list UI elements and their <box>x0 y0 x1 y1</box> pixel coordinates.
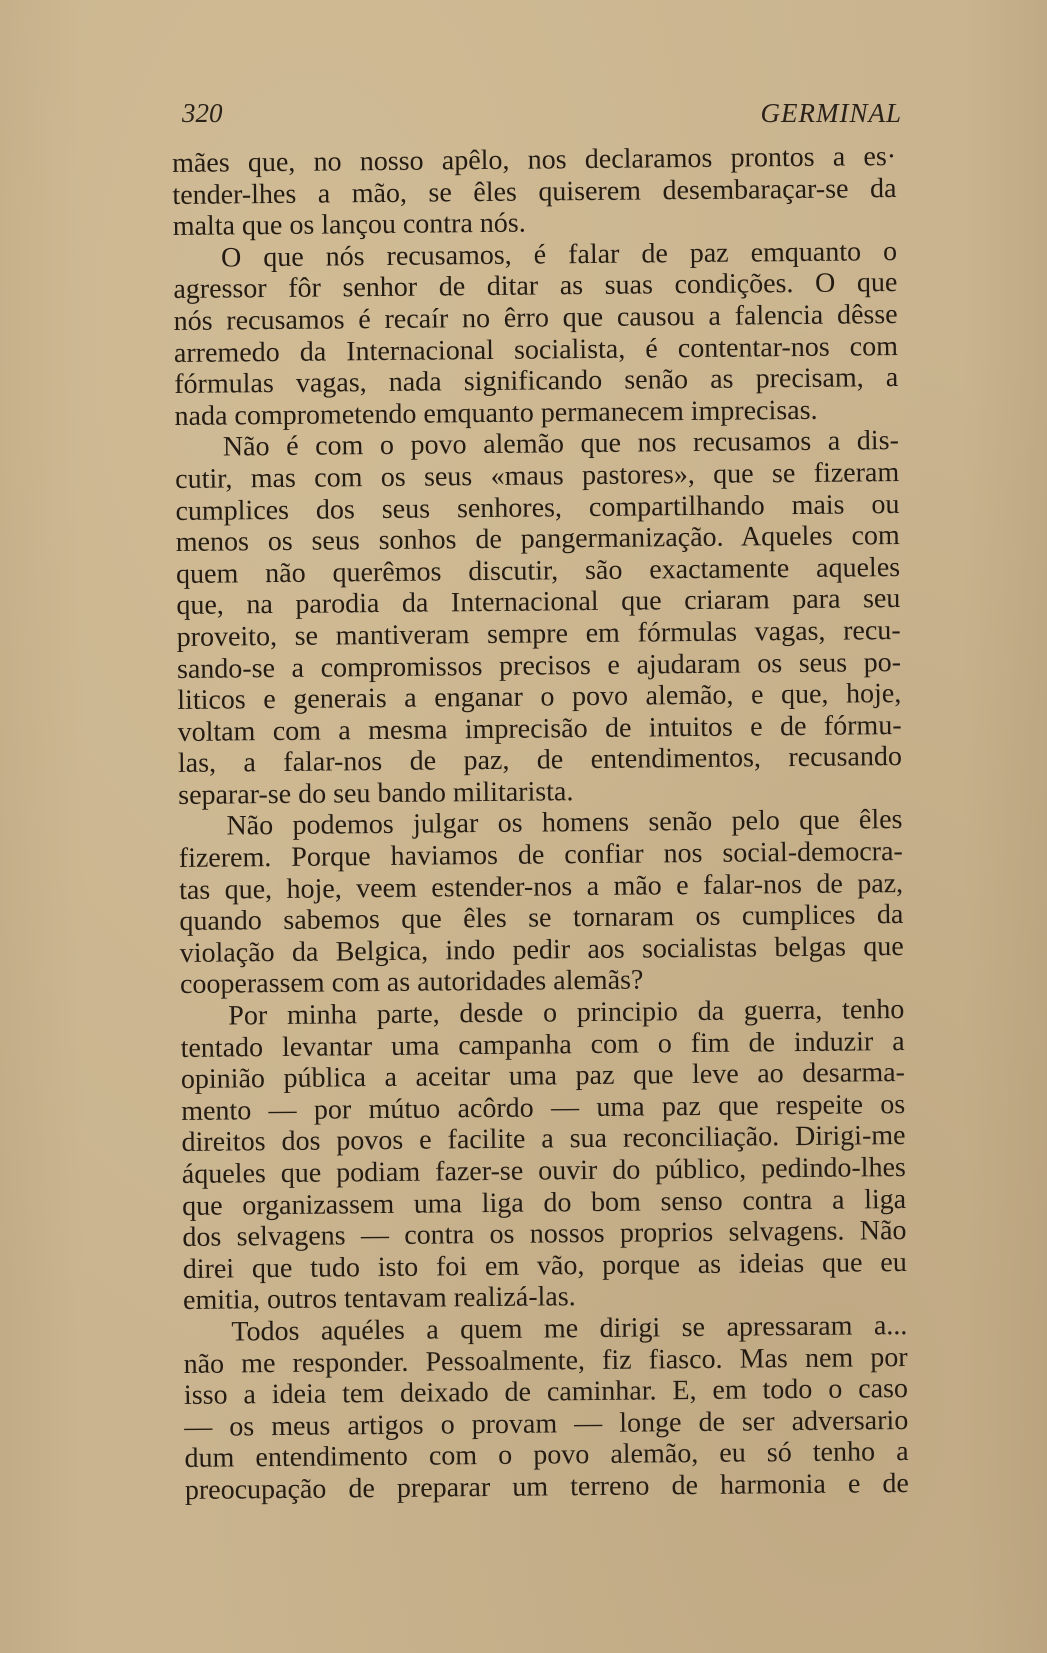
text-line: direi que tudo isto foi em vão, porque as ideias que eu <box>182 1246 907 1285</box>
text-line: proveito, se mantiveram sempre em fórmulas vagas, recu- <box>176 614 901 653</box>
text-line: voltam com a mesma imprecisão de intuitos e de fórmu- <box>177 709 902 748</box>
text-line: não me responder. Pessoalmente, fiz fiasco. Mas nem por <box>183 1341 908 1380</box>
text-line: violação da Belgica, indo pedir aos socialistas belgas que <box>179 930 904 969</box>
text-line: tas que, hoje, veem estender-nos a mão e falar-nos de paz, <box>178 867 904 906</box>
text-line: quando sabemos que êles se tornaram os cumplices da <box>179 899 904 938</box>
text-line: Não podemos julgar os homens senão pelo que êles <box>226 804 903 842</box>
text-line: preocupação de preparar um terreno de harmonia e de <box>184 1467 910 1506</box>
text-line: — os meus artigos o provam — longe de ser adversario <box>184 1404 909 1443</box>
text-line: fizerem. Porque haviamos de confiar nos social-democra- <box>178 836 903 875</box>
text-line: cutir, mas com os seus «maus pastores», que se fizeram <box>175 456 900 495</box>
body-text <box>172 141 909 1506</box>
text-line: Todos aquéles a quem me dirigi se apressaram a... <box>231 1309 908 1348</box>
text-line: mães que, no nosso apêlo, nos declaramos prontos a es· <box>172 141 897 179</box>
text-line: direitos dos povos e facilite a sua reconciliação. Dirigi-me <box>181 1120 906 1159</box>
text-line: emitia, outros tentavam realizá-las. <box>182 1281 576 1317</box>
text-line: que organizassem uma liga do bom senso contra a liga <box>182 1183 907 1222</box>
text-line: arremedo da Internacional socialista, é contentar-nos com <box>173 330 899 369</box>
text-line: Por minha parte, desde o principio da guerra, tenho <box>228 994 905 1032</box>
text-line: nós recusamos é recaír no êrro que causou a falencia dêsse <box>173 299 898 337</box>
text-line: dos selvagens — contra os nossos proprios selvagens. Não <box>182 1215 907 1254</box>
text-line: liticos e generais a enganar o povo alemão, e que, hoje, <box>177 678 902 717</box>
page-number: 320 <box>182 98 223 128</box>
text-line: cooperassem com as autoridades alemãs? <box>179 964 644 1001</box>
text-line: menos os seus sonhos de pangermanização. Aqueles com <box>175 520 900 559</box>
text-line: tender-lhes a mão, se êles quiserem desembaraçar-se da <box>172 172 897 211</box>
text-line: agressor fôr senhor de ditar as suas condições. O que <box>173 267 898 306</box>
text-line: sando-se a compromissos precisos e ajudaram os seus po- <box>176 646 902 685</box>
text-line: las, a falar-nos de paz, de entendimentos, recusando <box>177 741 903 780</box>
text-line: quem não querêmos discutir, são exactamente aqueles <box>175 551 901 590</box>
text-line: isso a ideia tem deixado de caminhar. E, em todo o caso <box>183 1373 909 1412</box>
running-title: GERMINAL <box>760 98 902 128</box>
page-header <box>182 98 902 138</box>
text-line: nada comprometendo emquanto permanecem imprecisas. <box>174 394 818 432</box>
text-line: tentado levantar uma campanha com o fim de induzir a <box>180 1025 905 1064</box>
text-line: mento — por mútuo acôrdo — uma paz que respeite os <box>181 1088 906 1127</box>
text-line: que, na parodia da Internacional que criaram para seu <box>176 583 901 622</box>
text-line: cumplices dos seus senhores, compartilhando mais ou <box>175 488 900 527</box>
text-line: malta que os lançou contra nós. <box>172 207 526 243</box>
text-line: O que nós recusamos, é falar de paz emquanto o <box>220 235 898 274</box>
text-line: fórmulas vagas, nada significando senão as precisam, a <box>174 362 899 401</box>
text-line: opinião pública a aceitar uma paz que leve ao desarma- <box>180 1057 906 1096</box>
text-line: Não é com o povo alemão que nos recusamos a dis- <box>222 425 899 463</box>
text-line: dum entendimento com o povo alemão, eu só tenho a <box>184 1436 909 1475</box>
text-line: áqueles que podiam fazer-se ouvir do público, pedindo-lhes <box>181 1152 906 1190</box>
text-line: separar-se do seu bando militarista. <box>178 776 574 811</box>
